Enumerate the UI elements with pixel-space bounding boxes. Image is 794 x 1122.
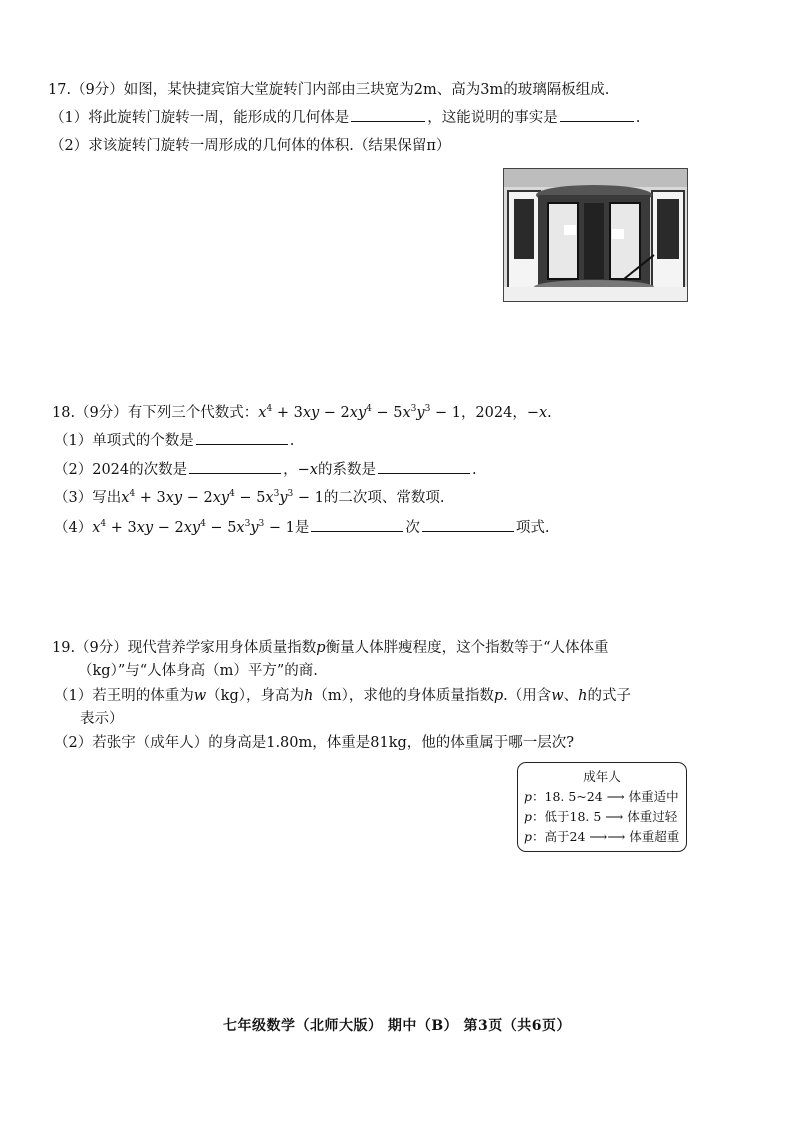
q18-part1 [54,430,294,451]
var-w: w [193,688,207,704]
q17-stem: 17.（9分）如图，某快捷宾馆大堂旋转门内部由三块宽为2m、高为3m的玻璃隔板组成. [48,82,610,98]
expr-exp: 4 [366,404,372,414]
q18-part2-text: （2）2024的次数是 [54,462,188,478]
neg-x: −x [297,462,318,478]
q18-expression [121,490,324,506]
var-p: p [316,640,326,656]
expr-var: y [279,490,288,506]
q17-part1-text-b: ，这能说明的事实是 [427,110,558,126]
q19-part1-text-e: 、 [563,688,579,704]
expr-op: − 1 [293,490,324,506]
var-h: h [303,688,314,704]
q19-stem-line1 [52,638,609,658]
expr-exp: 4 [200,519,206,529]
expr-var: x [258,405,267,421]
expr-exp: 3 [273,489,280,499]
q19-part1-text-f: 的式子 [587,688,631,704]
q17-blank-2[interactable] [560,107,634,122]
expr-var: x [402,405,411,421]
bmi-condition: ：18. 5~24 [532,789,603,804]
expr-var: xy [183,520,201,536]
q18-blank-1[interactable] [196,430,288,445]
q18-blank-3[interactable] [378,459,470,474]
q19-part1-text-b: （kg），身高为 [206,688,304,704]
q18-blank-5[interactable] [422,517,514,532]
expr-exp: 4 [229,489,235,499]
expr-op: − 2 [182,490,213,506]
q18-blank-2[interactable] [189,459,281,474]
q18-expression [258,405,461,421]
expr-exp: 3 [258,519,265,529]
expr-op: − 1 [430,405,461,421]
expr-var: xy [136,520,154,536]
q18-part3-text-b: 的二次项、常数项. [323,490,445,506]
q18-part3 [54,488,444,508]
expr-op: + 3 [272,405,303,421]
expr-var: xy [165,490,183,506]
arrow-right-icon: ⟶⟶ [589,829,626,844]
expr-var: x [121,490,130,506]
expr-var: xy [349,405,367,421]
bmi-condition: ：低于18. 5 [532,809,602,824]
arrow-right-icon: ⟶ [606,789,625,804]
bmi-reference-box [517,762,687,852]
expr-exp: 3 [244,519,251,529]
q18-part2-comma: ， [283,462,298,478]
var-p: p [524,809,533,824]
q18-stem-end: . [547,405,552,421]
expr-op: − 2 [319,405,350,421]
bmi-row [524,787,679,805]
expr-var: x [92,520,101,536]
bmi-condition: ：高于24 [532,829,586,844]
q19-part1-text-a: （1）若王明的体重为 [54,688,194,704]
expr-op: − 1 [264,520,295,536]
bmi-result: 体重超重 [629,829,680,844]
q19-part1-line2: 表示） [80,711,124,727]
q19-part1-text-d: .（用含 [503,688,552,704]
q18-part2-text-c: 的系数是 [317,462,376,478]
q18-part2-end: . [471,462,477,478]
expr-exp: 4 [129,489,136,499]
q18-stem-mid: ，2024， [460,405,527,421]
q18-part4-text-c: 次 [405,520,420,536]
q18-part1-end: . [289,433,295,449]
revolving-door-image [504,169,687,301]
expr-op: + 3 [106,520,137,536]
page-footer: 七年级数学（北师大版） 期中（B） 第3页（共6页） [222,1018,572,1034]
q17-blank-1[interactable] [351,107,425,122]
expr-op: − 5 [234,490,266,506]
q18-blank-4[interactable] [311,517,403,532]
var-p: p [524,789,533,804]
expr-exp: 3 [424,404,431,414]
q18-stem-text: 18.（9分）有下列三个代数式： [52,405,259,421]
q17-part1-end: . [635,110,641,126]
q17-part1-text-a: （1）将此旋转门旋转一周，能形成的几何体是 [50,110,350,126]
q19-part1-line1 [54,686,631,706]
q19-part1-text-c: （m），求他的身体质量指数 [313,688,494,704]
expr-exp: 3 [287,489,294,499]
q18-expression [92,520,295,536]
expr-var: x [236,520,245,536]
expr-var: xy [302,405,320,421]
expr-var: x [265,490,274,506]
expr-op: − 5 [205,520,237,536]
q18-part4-text-b: 是 [294,520,310,536]
neg-x: −x [526,405,548,421]
q19-part2: （2）若张宇（成年人）的身高是1.80m，体重是81kg，他的体重属于哪一层次? [54,735,575,751]
bmi-row [524,807,677,825]
q19-stem-line2: （kg）”与“人体身高（m）平方”的商. [78,663,318,679]
q18-part2 [54,459,477,480]
expr-op: − 5 [371,405,403,421]
bmi-row [524,827,679,845]
expr-exp: 3 [410,404,417,414]
q18-part4-text: （4） [54,520,93,536]
q18-part1-text: （1）单项式的个数是 [54,433,194,449]
bmi-result: 体重过轻 [627,809,678,824]
expr-var: xy [212,490,230,506]
var-h: h [578,688,588,704]
revolving-door-photo [503,168,688,302]
expr-op: + 3 [135,490,166,506]
bmi-result: 体重适中 [628,789,679,804]
arrow-right-icon: ⟶ [605,809,624,824]
expr-exp: 4 [100,519,107,529]
q17-part2: （2）求该旋转门旋转一周形成的几何体的体积.（结果保留π） [50,138,451,154]
expr-var: y [416,405,425,421]
q17-part1 [50,107,640,128]
var-w: w [551,688,564,704]
var-p: p [493,688,504,704]
q19-stem-text-b: 衡量人体胖瘦程度，这个指数等于“人体体重 [325,640,609,656]
q18-stem [52,403,552,423]
var-p: p [524,829,533,844]
q18-part4-text-d: 项式. [515,520,550,536]
expr-var: y [250,520,259,536]
q18-part3-text: （3）写出 [54,490,122,506]
q18-part4 [54,517,549,538]
bmi-box-title: 成年人 [583,769,621,784]
q19-stem-text-a: 19.（9分）现代营养学家用身体质量指数 [52,640,317,656]
expr-exp: 4 [266,404,273,414]
expr-op: − 2 [153,520,184,536]
